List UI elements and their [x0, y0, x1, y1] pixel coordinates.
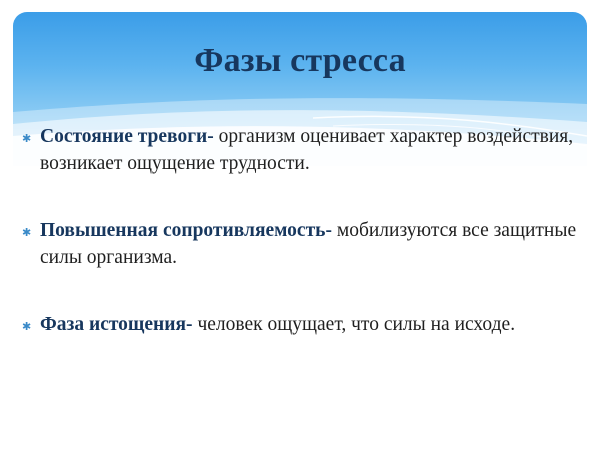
list-item: [22, 311, 582, 338]
slide-title: Фазы стресса: [194, 42, 406, 79]
item-term: Повышенная сопротивляемость-: [40, 220, 332, 241]
asterisk-bullet-icon: ✱: [22, 132, 32, 145]
list-item: [22, 123, 582, 177]
item-text: мобилизуются все защитные силы организма.: [40, 220, 577, 268]
item-term: Состояние тревоги-: [40, 126, 214, 147]
item-text: организм оценивает характер воздействия, возникает ощущение трудности.: [40, 126, 574, 174]
bullet-list: [22, 123, 582, 338]
asterisk-bullet-icon: ✱: [22, 320, 32, 333]
asterisk-bullet-icon: ✱: [22, 226, 32, 239]
item-term: Фаза истощения-: [40, 314, 193, 335]
list-item: [22, 217, 582, 271]
item-text: человек ощущает, что силы на исходе.: [192, 314, 516, 335]
